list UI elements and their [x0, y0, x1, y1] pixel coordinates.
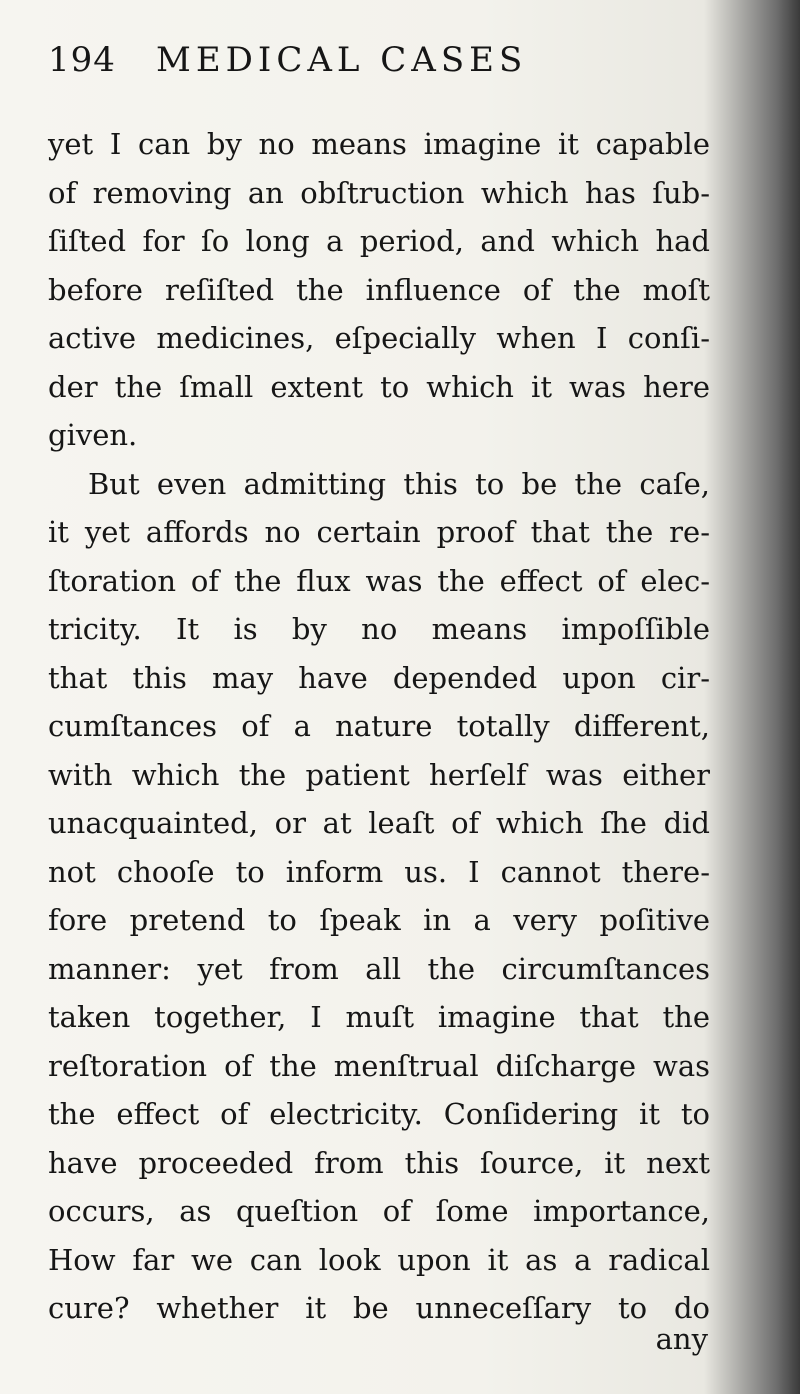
text-line: How far we can look upon it as a radical [48, 1242, 710, 1277]
running-title: MEDICAL CASES [156, 40, 528, 80]
page-number: 194 [48, 40, 116, 80]
text-line: tricity. It is by no means impoſſible [48, 612, 710, 646]
text-line: the effect of electricity. Conſidering it to [48, 1097, 710, 1131]
text-line: der the ſmall extent to which it was here [48, 369, 710, 404]
text-line: reſtoration of the menſtrual diſcharge was [48, 1048, 710, 1083]
text-line: that this may have depended upon cir- [48, 660, 710, 695]
text-line: ſiſted for ſo long a period, and which had [48, 224, 710, 258]
text-line: ſtoration of the flux was the effect of elec- [48, 563, 710, 598]
text-line: not chooſe to inform us. I cannot there- [48, 854, 710, 889]
page-header [44, 36, 624, 84]
text-line: occurs, as queſtion of ſome importance, [48, 1194, 710, 1228]
text-line: taken together, I muſt imagine that the [48, 1000, 710, 1034]
text-line: fore pretend to ſpeak in a very poſitive [48, 903, 710, 937]
text-line: have proceeded from this ſource, it next [48, 1145, 710, 1180]
text-line: it yet affords no certain proof that the re- [48, 515, 710, 549]
text-line: active medicines, eſpecially when I conſi- [48, 321, 710, 355]
text-line: yet I can by no means imagine it capable [48, 127, 710, 161]
catchword: any [655, 1322, 708, 1356]
text-line: with which the patient herſelf was either [48, 757, 710, 792]
text-line: cumſtances of a nature totally different, [48, 709, 710, 743]
text-line: of removing an obſtruction which has ſub- [48, 175, 710, 210]
text-line: manner: yet from all the circumſtances [48, 951, 710, 986]
text-line: cure? whether it be unneceſſary to do [48, 1291, 710, 1325]
text-line: given. [48, 418, 138, 452]
text-line: unacquainted, or at leaſt of which ſhe did [48, 806, 710, 840]
body-text [48, 120, 710, 1333]
paragraph-start-line: But even admitting this to be the caſe, [88, 466, 710, 501]
text-line: before reſiſted the influence of the moſt [48, 272, 710, 307]
